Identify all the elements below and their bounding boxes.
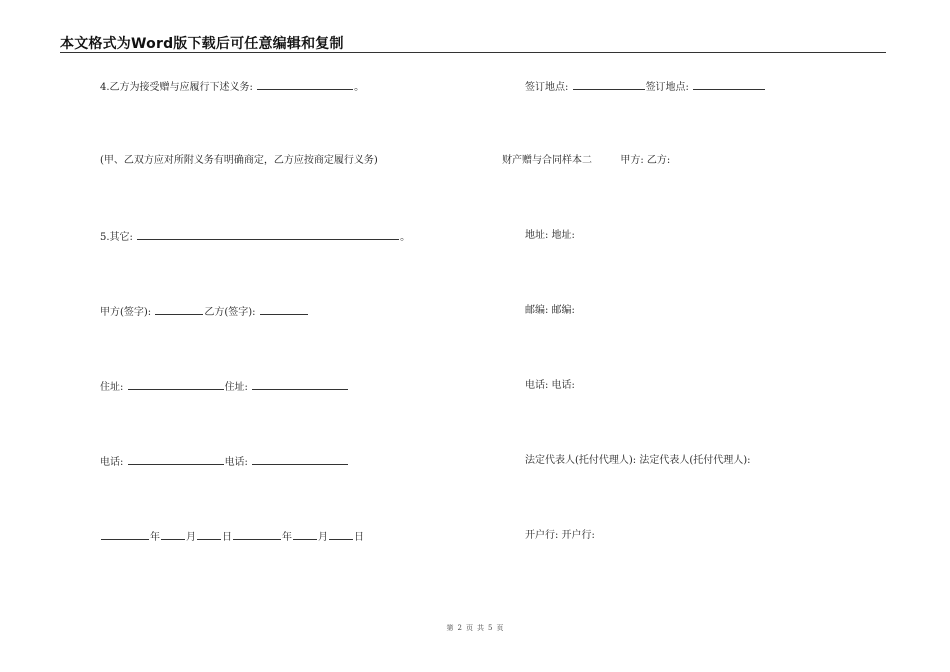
- clause-4-label: 4.乙方为接受赠与应履行下述义务:: [100, 82, 253, 93]
- day-label-a: 日: [222, 532, 232, 543]
- signing-place-label-a: 签订地点:: [525, 82, 569, 93]
- legal-representative-line: 法定代表人(托付代理人): 法定代表人(托付代理人):: [525, 455, 751, 466]
- clause-4-line: [100, 79, 364, 95]
- party-a-month-blank[interactable]: [161, 529, 185, 540]
- clause-4-blank[interactable]: [257, 79, 353, 90]
- clause-4-end: 。: [354, 82, 365, 93]
- year-label-b: 年: [282, 532, 292, 543]
- party-a-phone-label: 电话:: [100, 457, 124, 468]
- contract-sample-title-line: [502, 154, 670, 168]
- party-b-phone-label: 电话:: [224, 457, 248, 468]
- party-b-address-blank[interactable]: [252, 379, 348, 390]
- signing-place-blank-a[interactable]: [573, 79, 645, 90]
- right-postcode-line: 邮编: 邮编:: [525, 305, 575, 316]
- clause-5-label: 5.其它:: [100, 232, 133, 243]
- footer-total-prefix: 共: [477, 624, 484, 632]
- signing-place-line: [525, 79, 766, 95]
- footer-page-number: 2: [457, 624, 462, 632]
- party-a-address-blank[interactable]: [128, 379, 224, 390]
- parties-header: 甲方: 乙方:: [620, 155, 671, 166]
- clause-note: (甲、乙双方应对所附义务有明确商定，乙方应按商定履行义务): [100, 155, 378, 166]
- party-b-month-blank[interactable]: [293, 529, 317, 540]
- day-label-b: 日: [354, 532, 364, 543]
- header-divider: [60, 52, 886, 53]
- residence-line: [100, 379, 349, 395]
- footer-total-pages: 5: [488, 624, 493, 632]
- party-a-sign-label: 甲方(签字):: [100, 307, 152, 318]
- month-label-b: 月: [318, 532, 328, 543]
- party-b-sign-label: 乙方(签字):: [204, 307, 256, 318]
- document-header-title: 本文格式为Word版下载后可任意编辑和复制: [60, 36, 344, 52]
- party-b-year-blank[interactable]: [233, 529, 281, 540]
- party-b-phone-blank[interactable]: [252, 454, 348, 465]
- party-b-address-label: 住址:: [224, 382, 248, 393]
- date-line: [100, 529, 364, 545]
- right-address-line: 地址: 地址:: [525, 230, 575, 241]
- year-label-a: 年: [150, 532, 160, 543]
- right-phone-line: 电话: 电话:: [525, 380, 575, 391]
- party-b-sign-blank[interactable]: [260, 304, 308, 315]
- signing-place-label-b: 签订地点:: [645, 82, 689, 93]
- footer-page-word: 页: [466, 624, 473, 632]
- party-a-day-blank[interactable]: [197, 529, 221, 540]
- party-a-phone-blank[interactable]: [128, 454, 224, 465]
- party-a-sign-blank[interactable]: [155, 304, 203, 315]
- month-label-a: 月: [186, 532, 196, 543]
- clause-5-end: 。: [400, 232, 411, 243]
- footer-prefix: 第: [446, 624, 454, 632]
- party-b-day-blank[interactable]: [329, 529, 353, 540]
- bank-line: 开户行: 开户行:: [525, 530, 595, 541]
- contract-sample-title: 财产赠与合同样本二: [502, 155, 592, 166]
- signature-line: [100, 304, 309, 320]
- footer-suffix: 页: [496, 624, 504, 632]
- clause-5-line: [100, 229, 410, 245]
- clause-5-blank[interactable]: [137, 229, 399, 240]
- left-phone-line: [100, 454, 349, 470]
- page-footer: [0, 623, 950, 633]
- party-a-address-label: 住址:: [100, 382, 124, 393]
- signing-place-blank-b[interactable]: [693, 79, 765, 90]
- party-a-year-blank[interactable]: [101, 529, 149, 540]
